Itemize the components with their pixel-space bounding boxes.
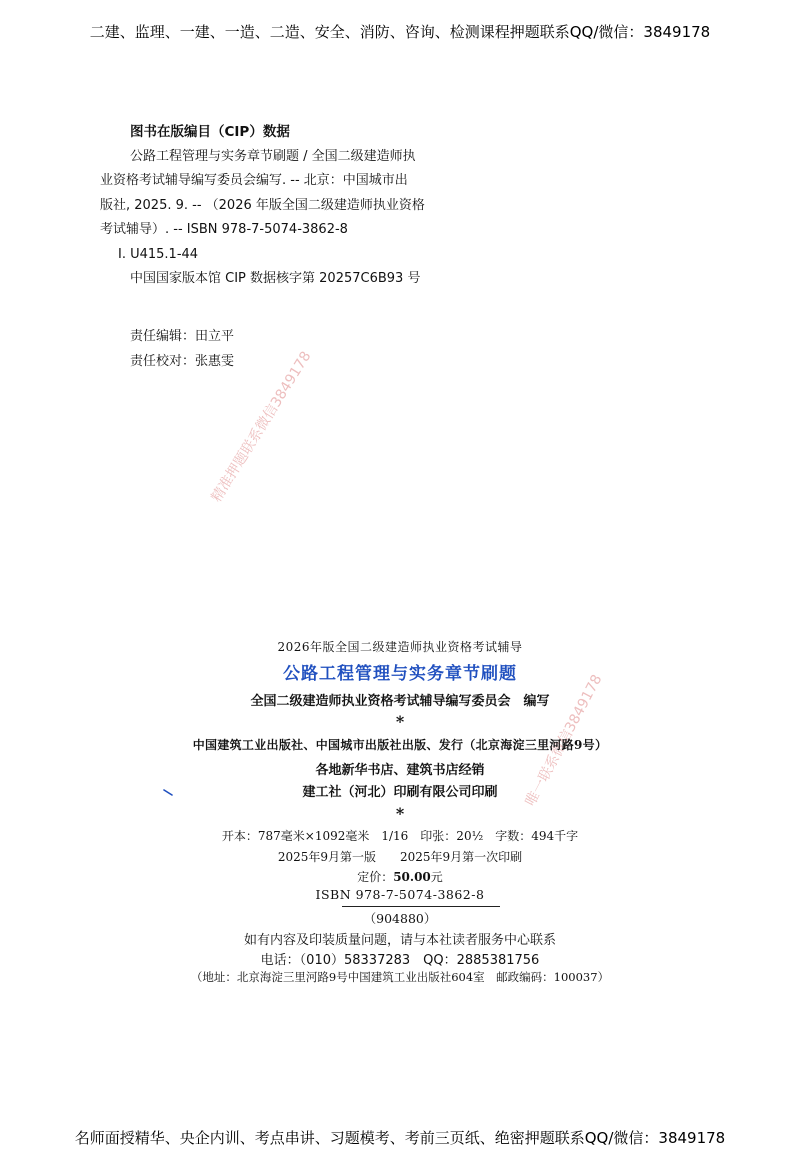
edition-info: 2025年9月第一版 2025年9月第一次印刷 (277, 850, 523, 864)
cip-record-number: 中国国家版本馆 CIP 数据核字第 20257C6B93 号 (130, 271, 421, 286)
printer: 建工社（河北）印刷有限公司印刷 (302, 785, 498, 800)
distributor: 各地新华书店、建筑书店经销 (315, 763, 485, 778)
top-contact-banner: 二建、监理、一建、一造、二造、安全、消防、咨询、检测课程押题联系QQ/微信：3849178 (89, 23, 711, 41)
cip-line: 公路工程管理与实务章节刷题 / 全国二级建造师执 (130, 149, 416, 164)
quality-notice: 如有内容及印装质量问题，请与本社读者服务中心联系 (243, 933, 556, 948)
cip-classification: Ⅰ. U415.1-44 (118, 247, 199, 262)
isbn-underline (342, 906, 500, 907)
responsible-proofreader: 责任校对：张惠雯 (130, 354, 235, 369)
watermark-text: 精准押题联系微信3849178 (208, 348, 315, 506)
cip-line: 业资格考试辅导编写委员会编写. -- 北京：中国城市出 (100, 173, 408, 188)
publisher: 中国建筑工业出版社、中国城市出版社出版、发行（北京海淀三里河路9号） (192, 738, 608, 752)
bottom-contact-banner: 名师面授精华、央企内训、考点串讲、习题模考、考前三页纸、绝密押题联系QQ/微信：3849178 (74, 1129, 726, 1147)
separator-star: * (395, 712, 405, 731)
separator-star: * (395, 804, 405, 823)
price (0, 868, 800, 885)
price-value: 50.00 (393, 870, 431, 884)
responsible-editor: 责任编辑：田立平 (130, 329, 235, 344)
pen-mark-icon (163, 789, 173, 796)
series-name: 2026年版全国二级建造师执业资格考试辅导 (277, 640, 523, 654)
book-code: （904880） (363, 911, 437, 926)
format-specs: 开本：787毫米×1092毫米 1/16 印张：20½ 字数：494千字 (221, 829, 579, 843)
cip-heading: 图书在版编目（CIP）数据 (130, 124, 290, 140)
isbn: ISBN 978-7-5074-3862-8 (315, 887, 485, 902)
book-editor: 全国二级建造师执业资格考试辅导编写委员会 编写 (250, 694, 550, 709)
contact-address: （地址：北京海淀三里河路9号中国建筑工业出版社604室 邮政编码：100037） (190, 970, 610, 984)
price-unit: 元 (430, 870, 443, 884)
cip-line: 考试辅导）. -- ISBN 978-7-5074-3862-8 (100, 222, 348, 237)
cip-line: 版社, 2025. 9. -- （2026 年版全国二级建造师执业资格 (100, 198, 425, 213)
price-label: 定价： (357, 870, 394, 884)
contact-phone: 电话：（010）58337283 QQ：2885381756 (260, 953, 540, 968)
book-title: 公路工程管理与实务章节刷题 (283, 664, 517, 684)
watermark-text: 唯一联系微信3849178 (522, 672, 606, 809)
